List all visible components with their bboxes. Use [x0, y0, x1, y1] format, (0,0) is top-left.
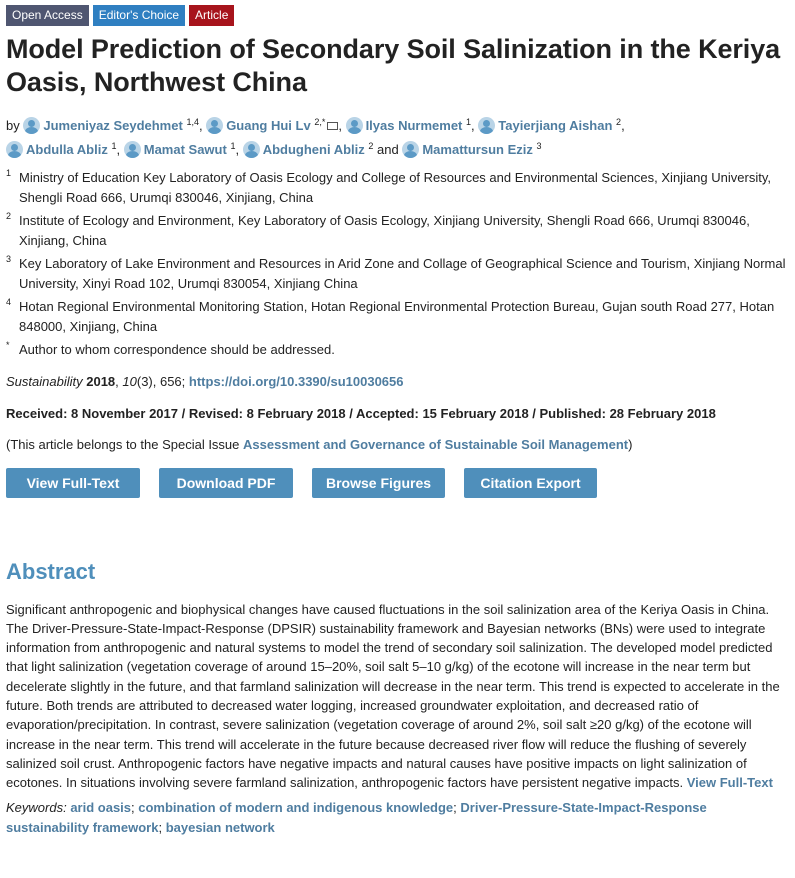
browse-figures-button[interactable]: Browse Figures	[312, 468, 445, 498]
author-avatar-icon	[478, 117, 495, 134]
author-list: by Jumeniyaz Seydehmet $^{1,4}$, Guang Hui Lv $^{2,*}$ , Ilyas Nurmemet $^1$, Tayierjiang Aishan $^2$, Abdulla Abliz $^1$, Mamat Sawut $^1$, Abdugheni Abliz $^2$ and Mamattursun Eziz $^3$	[6, 117, 625, 157]
author-avatar-icon	[23, 117, 40, 134]
author-link[interactable]: Jumeniyaz Seydehmet	[23, 118, 182, 133]
author-avatar-icon	[346, 117, 363, 134]
journal-name: Sustainability	[6, 373, 83, 389]
doi-link[interactable]: https://doi.org/10.3390/su10030656	[188, 373, 404, 389]
editors-choice-badge[interactable]: Editor's Choice	[93, 5, 185, 26]
citation-line: Sustainability 2018, 10(3), 656; https://doi.org/10.3390/su10030656	[6, 373, 404, 389]
badge-row	[6, 5, 789, 26]
citation-export-button[interactable]: Citation Export	[464, 468, 597, 498]
article-type-badge: Article	[189, 5, 234, 26]
author-link[interactable]: Ilyas Nurmemet	[346, 118, 463, 133]
affiliation-list	[6, 168, 789, 360]
byline-prefix: by	[6, 118, 20, 133]
email-icon[interactable]	[327, 122, 338, 130]
citation-year: 2018	[86, 373, 116, 389]
author-link[interactable]: Mamattursun Eziz	[402, 142, 533, 157]
download-pdf-button[interactable]: Download PDF	[159, 468, 293, 498]
author-avatar-icon	[124, 141, 141, 158]
keyword-link[interactable]: arid oasis	[70, 800, 132, 816]
action-buttons	[6, 468, 789, 498]
publication-dates: Received: 8 November 2017 / Revised: 8 February 2018 / Accepted: 15 February 2018 / Published: 28 February 2018	[6, 405, 716, 421]
citation-issue-pages: (3), 656;	[136, 373, 186, 389]
affiliation-item: 1 Ministry of Education Key Laboratory of Oasis Ecology and College of Resources and Environmental Sciences, Xinjiang University, Shengli Road 666, Urumqi 830046, Xinjiang, China	[6, 168, 771, 205]
author-avatar-icon	[243, 141, 260, 158]
keywords: Keywords: arid oasis; combination of modern and indigenous knowledge; Driver-Pressure-State-Impact-Response sustainability framework; bayesian network	[6, 800, 707, 835]
author-link[interactable]: Abdulla Abliz	[6, 142, 108, 157]
keywords-label: Keywords:	[6, 800, 67, 816]
abstract-body	[6, 600, 789, 793]
author-avatar-icon	[402, 141, 419, 158]
author-avatar-icon	[6, 141, 23, 158]
abstract-heading: Abstract	[6, 558, 96, 584]
affiliation-item: 4 Hotan Regional Environmental Monitoring Station, Hotan Regional Environmental Protection Bureau, Gujan south Road 277, Hotan 848000, Xinjiang, China	[6, 297, 775, 334]
abstract-text: Significant anthropogenic and biophysical changes have caused fluctuations in the soil salinization area of the Keriya Oasis in China. The Driver-Pressure-State-Impact-Response (DPSIR) sustainability framework and Bayesian networks (BNs) were used to integrate information from anthropogenic and natural systems to model the trend of secondary soil salinization. The developed model predicted that light salinization (vegetation coverage of around 15–20%, soil salt 5–10 g/kg) of the ecotone will increase in the near term but decelerate slightly in the future, and that farmland salinization will decrease in the near term. This trend is expected to accelerate in the future. Both trends are attributed to decreased water logging, increased groundwater exploitation, and decreased ratio of evaporation/precipitation. In contrast, severe salinization (vegetation coverage of around 2%, soil salt ≥20 g/kg) of the ecotone will increase in the near term. This trend will accelerate in the future because decreased river flow will reduce the flushing of severely salinized soil crust. Anthropogenic factors have negative impacts and natural causes have positive impacts on light salinization of ecotones. In situations involving severe farmland salinization, anthropogenic factors have persistent negative impacts.	[6, 601, 780, 791]
affiliation-item: 3 Key Laboratory of Lake Environment and Resources in Arid Zone and Collage of Geographical Science and Tourism, Xinjiang Normal University, Xinyi Road 102, Urumqi 830054, Xinjiang China	[6, 254, 786, 291]
author-link[interactable]: Guang Hui Lv	[206, 118, 311, 133]
open-access-badge[interactable]: Open Access	[6, 5, 89, 26]
author-avatar-icon	[206, 117, 223, 134]
view-full-text-button[interactable]: View Full-Text	[6, 468, 140, 498]
author-link[interactable]: Mamat Sawut	[124, 142, 227, 157]
and-word: and	[377, 142, 399, 157]
citation-volume: 10	[122, 373, 137, 389]
keyword-link[interactable]: combination of modern and indigenous knowledge	[138, 800, 454, 816]
keyword-link[interactable]: bayesian network	[165, 819, 275, 835]
abstract-full-text-link[interactable]: View Full-Text	[686, 775, 773, 791]
special-issue-note: (This article belongs to the Special Issue Assessment and Governance of Sustainable Soil Management)	[6, 436, 633, 452]
author-link[interactable]: Tayierjiang Aishan	[478, 118, 612, 133]
keyword-link[interactable]: Driver-Pressure-State-Impact-Response sustainability framework	[6, 800, 707, 835]
correspondence-note: * Author to whom correspondence should be addressed.	[6, 340, 335, 357]
special-issue-link[interactable]: Assessment and Governance of Sustainable Soil Management	[243, 436, 629, 452]
article-title: Model Prediction of Secondary Soil Salinization in the Keriya Oasis, Northwest China	[6, 34, 781, 97]
affiliation-item: 2 Institute of Ecology and Environment, Key Laboratory of Oasis Ecology, Xinjiang University, Shengli Road 666, Urumqi 830046, Xinjiang, China	[6, 211, 750, 248]
author-link[interactable]: Abdugheni Abliz	[243, 142, 365, 157]
